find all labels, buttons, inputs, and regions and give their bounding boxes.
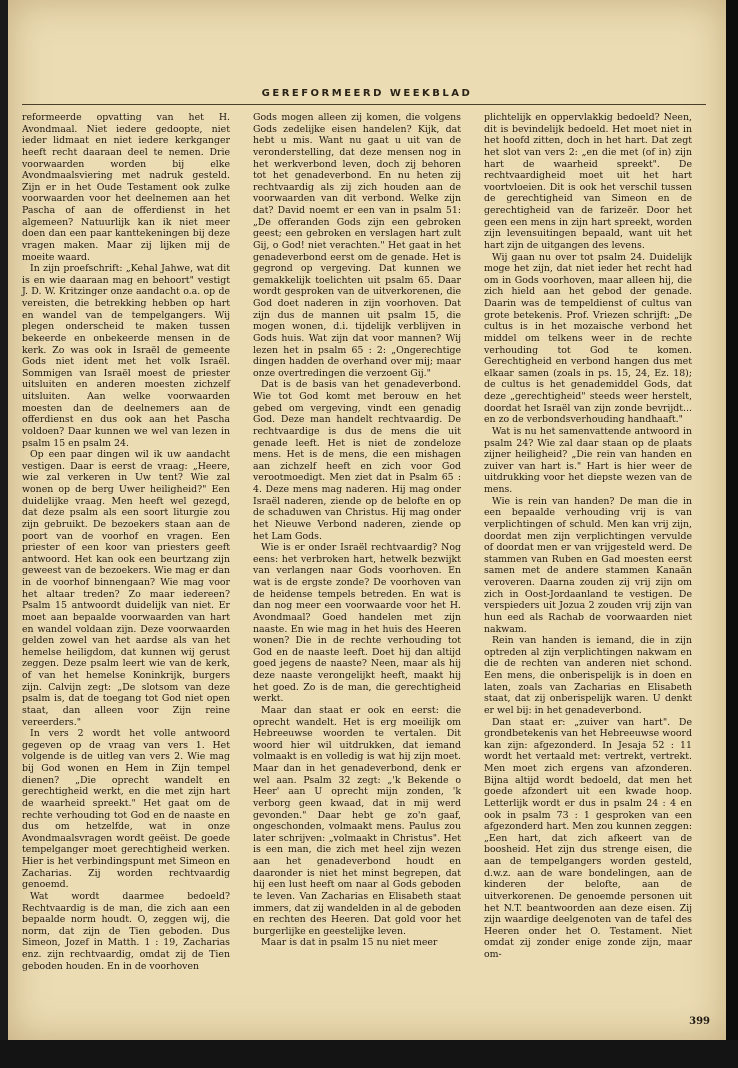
paragraph: Maar is dat in psalm 15 nu niet meer (261, 937, 438, 949)
page-number: 399 (689, 1016, 710, 1027)
paragraph: Gods mogen alleen zij komen, die volgens Gods zedelijke eisen handelen? Kijk, dat hebt u mis. Want nu gaat u uit van de veronderstelling, dat deze mensen nog in het werkverbond leven, doch zij behoren tot het genadeverbond. En nu heten zij rechtvaardig als zij zich houden aan de voorwaarden van dit verbond. Welke zijn dat? David noemt er een van in psalm 51: „De offeranden Gods zijn een gebroken geest; een gebroken en verslagen hart zult Gij, o God! niet verachten." Het gaat in het genadeverbond eerst om de genade. Het is gegrond op vergeving. Dat kunnen we gemakkelijk toelichten uit psalm 65. Daar wordt gesproken van de uitverkorenen, die God doet naderen in zijn voorhoven. Dat zijn dus de mannen uit psalm 15, die mogen wonen, d.i. tijdelijk verblijven in Gods huis. Wat zijn dat voor mannen? Wij lezen het in psalm 65 : 2: „Ongerechtige dingen hadden de overhand over mij; maar onze overtredingen die verzoent Gij." (253, 112, 461, 379)
text-column-3 (484, 112, 692, 961)
paragraph: Wie is rein van handen? De man die in een bepaalde verhouding vrij is van verplichtingen of schuld. Men kan vrij zijn, doordat men zijn verplichtingen vervulde of doordat men er van vrijgesteld werd. De stammen van Ruben en Gad moesten eerst samen met de andere stammen Kanaän veroveren. Daarna zouden zij vrij zijn om zich in Oost-Jordaanland te vestigen. De verspieders uit Jozua 2 zouden vrij zijn van hun eed als Rachab de voorwaarden niet nakwam. (484, 495, 692, 635)
newspaper-page (8, 0, 726, 1040)
paragraph: plichtelijk en oppervlakkig bedoeld? Neen, dit is bevindelijk bedoeld. Het moet niet in het hoofd zitten, doch in het hart. Dat zegt het slot van vers 2: „en die met (of in) zijn hart de waarheid spreekt". De rechtvaardigheid moet uit het hart voortvloeien. Dit is ook het verschil tussen de gerechtigheid van Simeon en de gerechtigheid van de farizeër. Door het geen een mens in zijn hart spreekt, worden zijn levensuitingen bepaald, want uit het hart zijn de uitgangen des levens. (484, 112, 692, 251)
paragraph: In vers 2 wordt het volle antwoord gegeven op de vraag van vers 1. Het volgende is de uitleg van vers 2. Wie mag bij God wonen en Hem in Zijn tempel dienen? „Die oprecht wandelt en gerechtigheid werkt, en die met zijn hart de waarheid spreekt." Het gaat om de rechte verhouding tot God en de naaste en dus om hetzelfde, wat in onze Avondmaalsvragen wordt geëist. De goede tempelganger moet gerechtigheid werken. Hier is het verbindingspunt met Simeon en Zacharias. Zij worden rechtvaardig genoemd. (22, 728, 230, 891)
paragraph: Maar dan staat er ook en eerst: die oprecht wandelt. Het is erg moeilijk om Hebreeuwse woorden te vertalen. Dit woord hier wil uitdrukken, dat iemand volmaakt is en volledig is wat hij zijn moet. Maar dan in het genadeverbond, denk er wel aan. Psalm 32 zegt: „'k Bekende o Heer' aan U oprecht mijn zonden, 'k verborg geen kwaad, dat in mij werd gevonden." Daar hebt ge zo'n gaaf, ongeschonden, volmaakt mens. Paulus zou later schrijven: „volmaakt in Christus". Het is een man, die zich met heel zijn wezen aan het genadeverbond houdt en daaronder is niet het minst begrepen, dat hij een lust heeft om naar al Gods geboden te leven. Van Zacharias en Elisabeth staat immers, dat zij wandelden in al de geboden en rechten des Heeren. Dat gold voor het burgerlijke en geestelijke leven. (253, 704, 461, 937)
scan-border-bottom (0, 1040, 738, 1068)
paragraph: In zijn proefschrift: „Kehal Jahwe, wat dit is en wie daaraan mag en behoort" vestigt J. D. W. Kritzinger onze aandacht o.a. op de vereisten, die betrekking hebben op hart en wandel van de tempelgangers. Wij plegen onderscheid te maken tussen bekeerde en onbekeerde mensen in de kerk. Zo was ook in Israël de gemeente Gods niet ident met het volk Israël. Sommigen van Israël moest de priester uitsluiten en anderen moesten zichzelf uitsluiten. Aan welke voorwaarden moesten dan de deelnemers aan de offerdienst en dus ook aan het Pascha voldoen? Daar kunnen we wel van lezen in psalm 15 en psalm 24. (22, 263, 230, 449)
page-header: GEREFORMEERD WEEKBLAD (261, 88, 473, 99)
text-column-1 (22, 112, 230, 972)
paragraph: Dan staat er: „zuiver van hart". De grondbetekenis van het Hebreeuwse woord kan zijn: afgezonderd. In Jesaja 52 : 11 wordt het vertaald met: vertrekt, vertrekt. Men moet zich ergens van afzonderen. Bijna altijd wordt bedoeld, dat men het goede afzondert uit een kwade hoop. Letterlijk wordt er dus in psalm 24 : 4 en ook in psalm 73 : 1 gesproken van een afgezonderd hart. Men zou kunnen zeggen: „Een hart, dat zich afkeert van de boosheid. Het zijn dus strenge eisen, die aan de tempelgangers worden gesteld, d.w.z. aan de ware bondelingen, aan de kinderen der belofte, aan de uitverkorenen. De genoemde personen uit het N.T. beantwoorden aan deze eisen. Zij zijn waardige deelgenoten van de tafel des Heeren onder het O. Testament. Niet omdat zij zonder enige zonde zijn, maar om- (484, 716, 692, 960)
paragraph: Wie is er onder Israël rechtvaardig? Nog eens: het verbroken hart, hetwelk bezwijkt van verlangen naar Gods voorhoven. En wat is de ergste zonde? De voorhoven van de heidense tempels betreden. En wat is dan nog meer een voorwaarde voor het H. Avondmaal? Goed handelen met zijn naaste. En wie mag in het huis des Heeren wonen? Die in de rechte verhouding tot God en de naaste leeft. Doet hij dan altijd goed jegens de naaste? Neen, maar als hij deze naaste verongelijkt heeft, maakt hij het goed. Zo is de man, die gerechtigheid werkt. (253, 542, 461, 705)
paragraph: Wij gaan nu over tot psalm 24. Duidelijk moge het zijn, dat niet ieder het recht had om in Gods voorhoven, maar alleen hij, die zich hield aan het gebod der genade. Daarin was de tempeldienst of cultus van grote betekenis. Prof. Vriezen schrijft: „De cultus is in het mozaische verbond het middel om telkens weer in de rechte verhouding tot God te komen. Gerechtigheid en verbond hangen dus met elkaar samen (zoals in ps. 15, 24, Ez. 18); de cultus is het genademiddel Gods, dat deze „gerechtigheid" steeds weer herstelt, doordat het Israël van zijn zonde bevrijdt... en zo de verbondsverhouding handhaaft." (484, 251, 692, 426)
paragraph: Wat wordt daarmee bedoeld? Rechtvaardig is de man, die zich aan een bepaalde norm houdt. O, zeggen wij, die norm, dat zijn de Tien geboden. Dus Simeon, Jozef in Matth. 1 : 19, Zacharias enz. zijn rechtvaardig, omdat zij de Tien geboden houden. En in de voorhoven (22, 890, 230, 972)
scan-border-right (726, 0, 738, 1068)
paragraph: Rein van handen is iemand, die in zijn optreden al zijn verplichtingen nakwam en die de rechten van anderen niet schond. Een mens, die onberispelijk is in doen en laten, zoals van Zacharias en Elisabeth staat, dat zij onberispelijk waren. U denkt er wel bij: in het genadeverbond. (484, 635, 692, 716)
paragraph: reformeerde opvatting van het H. Avondmaal. Niet iedere gedoopte, niet ieder lidmaat en niet iedere kerkganger heeft recht daaraan deel te nemen. Drie voorwaarden worden bij elke Avondmaalsviering met nadruk gesteld. Zijn er in het Oude Testament ook zulke voorwaarden voor het deelnemen aan het Pascha of aan de offerdienst in het algemeen? Natuurlijk kan ik niet meer doen dan een paar kanttekeningen bij deze vragen maken. Maar zij lijken mij de moeite waard. (22, 112, 230, 263)
paragraph: Dat is de basis van het genadeverbond. Wie tot God komt met berouw en het gebed om vergeving, vindt een genadig God. Deze man handelt rechtvaardig. De rechtvaardige is dus de mens die uit genade leeft. Het is niet de zondeloze mens. Het is de mens, die een mishagen aan zichzelf heeft en zich voor God verootmoedigt. Men ziet dat in Psalm 65 : 4. Deze mens mag naderen. Hij mag onder Israël naderen, ziende op de belofte en op de schaduwen van Christus. Hij mag onder het Nieuwe Verbond naderen, ziende op het Lam Gods. (253, 379, 461, 542)
text-column-2 (253, 112, 461, 949)
paragraph: Op een paar dingen wil ik uw aandacht vestigen. Daar is eerst de vraag: „Heere, wie zal verkeren in Uw tent? Wie zal wonen op de berg Uwer heiligheid?" Een duidelijke vraag. Men heeft wel gezegd, dat deze psalm als een soort liturgie zou zijn gebruikt. De bezoekers staan aan de poort van de voorhof en vragen. Een priester of een koor van priesters geeft antwoord. Het kan ook een beurtzang zijn geweest van de bezoekers. Wie mag er dan in de voorhof binnengaan? Wie mag voor het altaar treden? Zo maar iedereen? Psalm 15 antwoordt duidelijk van niet. Er moet aan bepaalde voorwaarden van hart en wandel voldaan zijn. Deze voorwaarden gelden zowel van het aardse als van het hemelse heiligdom, dat kunnen wij gerust zeggen. Deze psalm leert wie van de kerk, of van het hemelse Koninkrijk, burgers zijn. Calvijn zegt: „De slotsom van deze psalm is, dat de toegang tot God niet open staat, dan alleen voor Zijn reine vereerders." (22, 449, 230, 728)
paragraph: Wat is nu het samenvattende antwoord in psalm 24? Wie zal daar staan op de plaats zijner heiligheid? „Die rein van handen en zuiver van hart is." Hart is hier weer de uitdrukking voor het diepste wezen van de mens. (484, 425, 692, 495)
header-rule (22, 104, 706, 105)
